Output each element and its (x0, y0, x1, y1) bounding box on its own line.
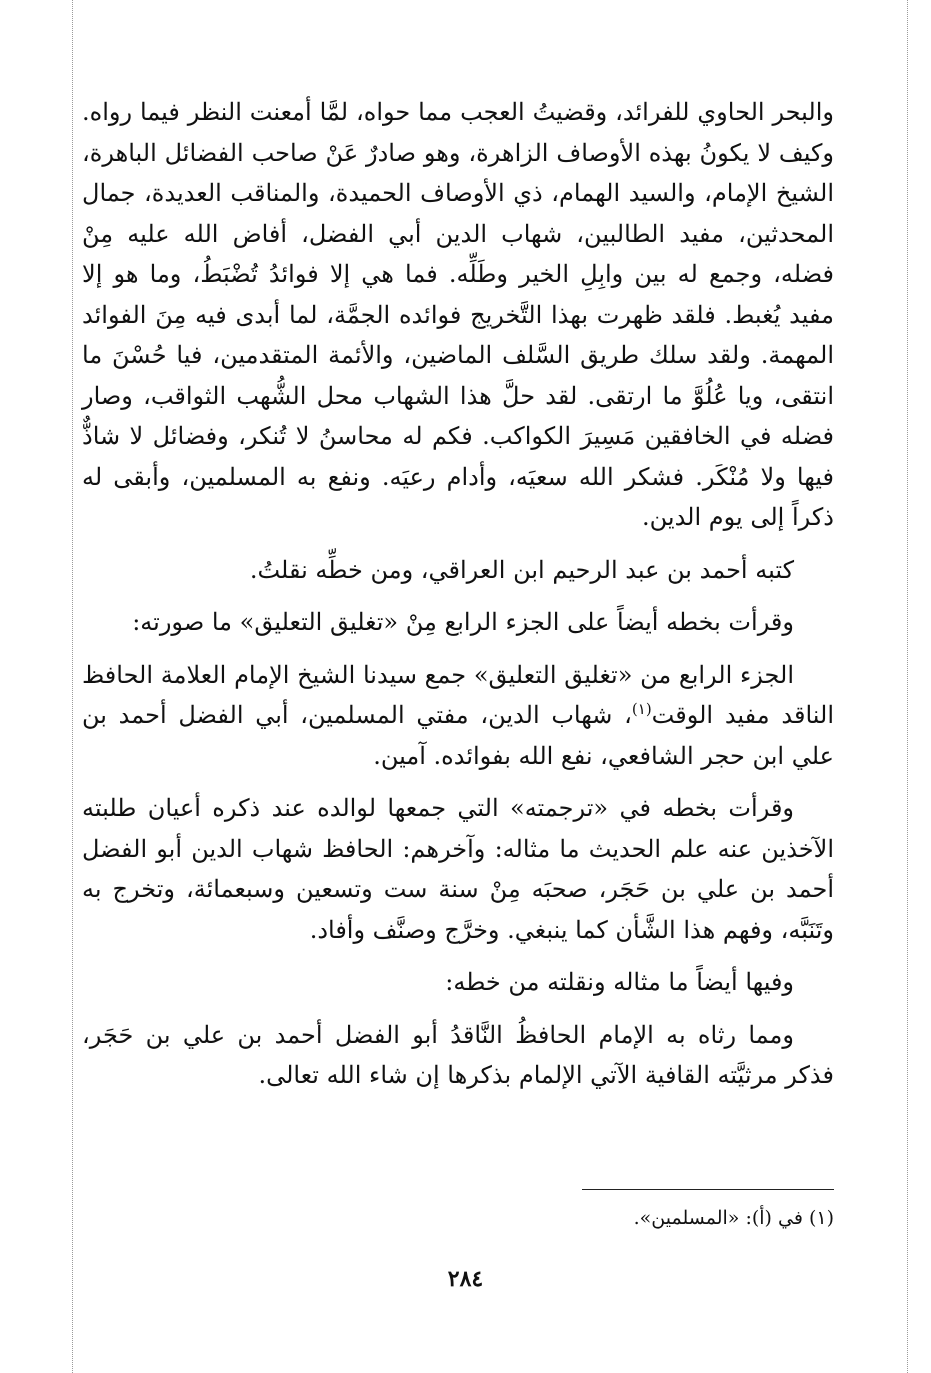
paragraph-7: ومما رثاه به الإمام الحافظُ النَّاقدُ أبو الفضل أحمد بن علي بن حَجَر، فذكر مرثيَّته القافية الآتي الإلمام بذكرها إن شاء الله تعالى. (82, 1020, 834, 1089)
footnote-separator (582, 1189, 834, 1190)
paragraph-3: وقرأت بخطه أيضاً على الجزء الرابع مِنْ «تغليق التعليق» ما صورته: (132, 608, 794, 636)
page-number: ٢٨٤ (447, 1266, 484, 1292)
paragraph-4 (82, 655, 834, 777)
body-text (82, 92, 834, 1096)
footnote-reference: (١) (631, 700, 652, 718)
paragraph-2: كتبه أحمد بن عبد الرحيم ابن العراقي، ومن خطِّه نقلتُ. (249, 555, 794, 584)
paragraph-6: وفيها أيضاً ما مثاله ونقلته من خطه: (445, 968, 794, 996)
paragraph-5: وقرأت بخطه في «ترجمته» التي جمعها لوالده عند ذكره أعيان طلبته الآخذين عنه علم الحديث ما مثاله: وآخرهم: الحافظ شهاب الدين أبو الفضل أحمد بن علي بن حَجَر، صحبَه مِنْ سنة ست وتسعين وسبعمائة، وتخرج به وتَنَبَّه، وفهم هذا الشَّأن كما ينبغي. وخرَّج وصنَّف وأفاد. (82, 794, 834, 944)
paragraph-4-part-2: ، شهاب الدين، مفتي المسلمين، أبي الفضل أحمد بن علي ابن حجر الشافعي، نفع الله بفوائده. آمين. (82, 701, 834, 770)
footnote: (١) في (أ): «المسلمين». (633, 1207, 834, 1229)
paragraph-4-part-1: الجزء الرابع من «تغليق التعليق» جمع سيدنا الشيخ الإمام العلامة الحافظ الناقد مفيد الوقت (82, 660, 834, 729)
scan-edge-right (907, 0, 908, 1373)
scan-edge-left (72, 0, 73, 1373)
paragraph-1: والبحر الحاوي للفرائد، وقضيتُ العجب مما حواه، لمَّا أمعنت النظر فيما رواه. وكيف لا يكونُ بهذه الأوصاف الزاهرة، وهو صادرٌ عَنْ صاحب الفضائل الباهرة، الشيخ الإمام، والسيد الهمام، ذي الأوصاف الحميدة، والمناقب العديدة، جمال المحدثين، مفيد الطالبين، شهاب الدين أبي الفضل، أفاض الله عليه مِنْ فضله، وجمع له بين وابِلِ الخير وطَلِّه. فما هي إلا فوائدُ تُضْبَطُ، وما هو إلا مفيد يُغبط. فلقد ظهرت بهذا التَّخريج فوائده الجمَّة، لما أبدى فيه مِنَ الفوائد المهمة. ولقد سلك طريق السَّلف الماضين، والأئمة المتقدمين، فيا حُسْنَ ما انتقى، ويا عُلُوَّ ما ارتقى. لقد حلَّ هذا الشهاب محل الشُّهب الثواقب، وصار فضله في الخافقين مَسِيرَ الكواكب. فكم له محاسنُ لا تُنكر، وفضائل لا شاذٌّ فيها ولا مُنْكَر. فشكر الله سعيَه، وأدام رعيَه. ونفع به المسلمين، وأبقى له ذكراً إلى يوم الدين. (82, 98, 834, 531)
